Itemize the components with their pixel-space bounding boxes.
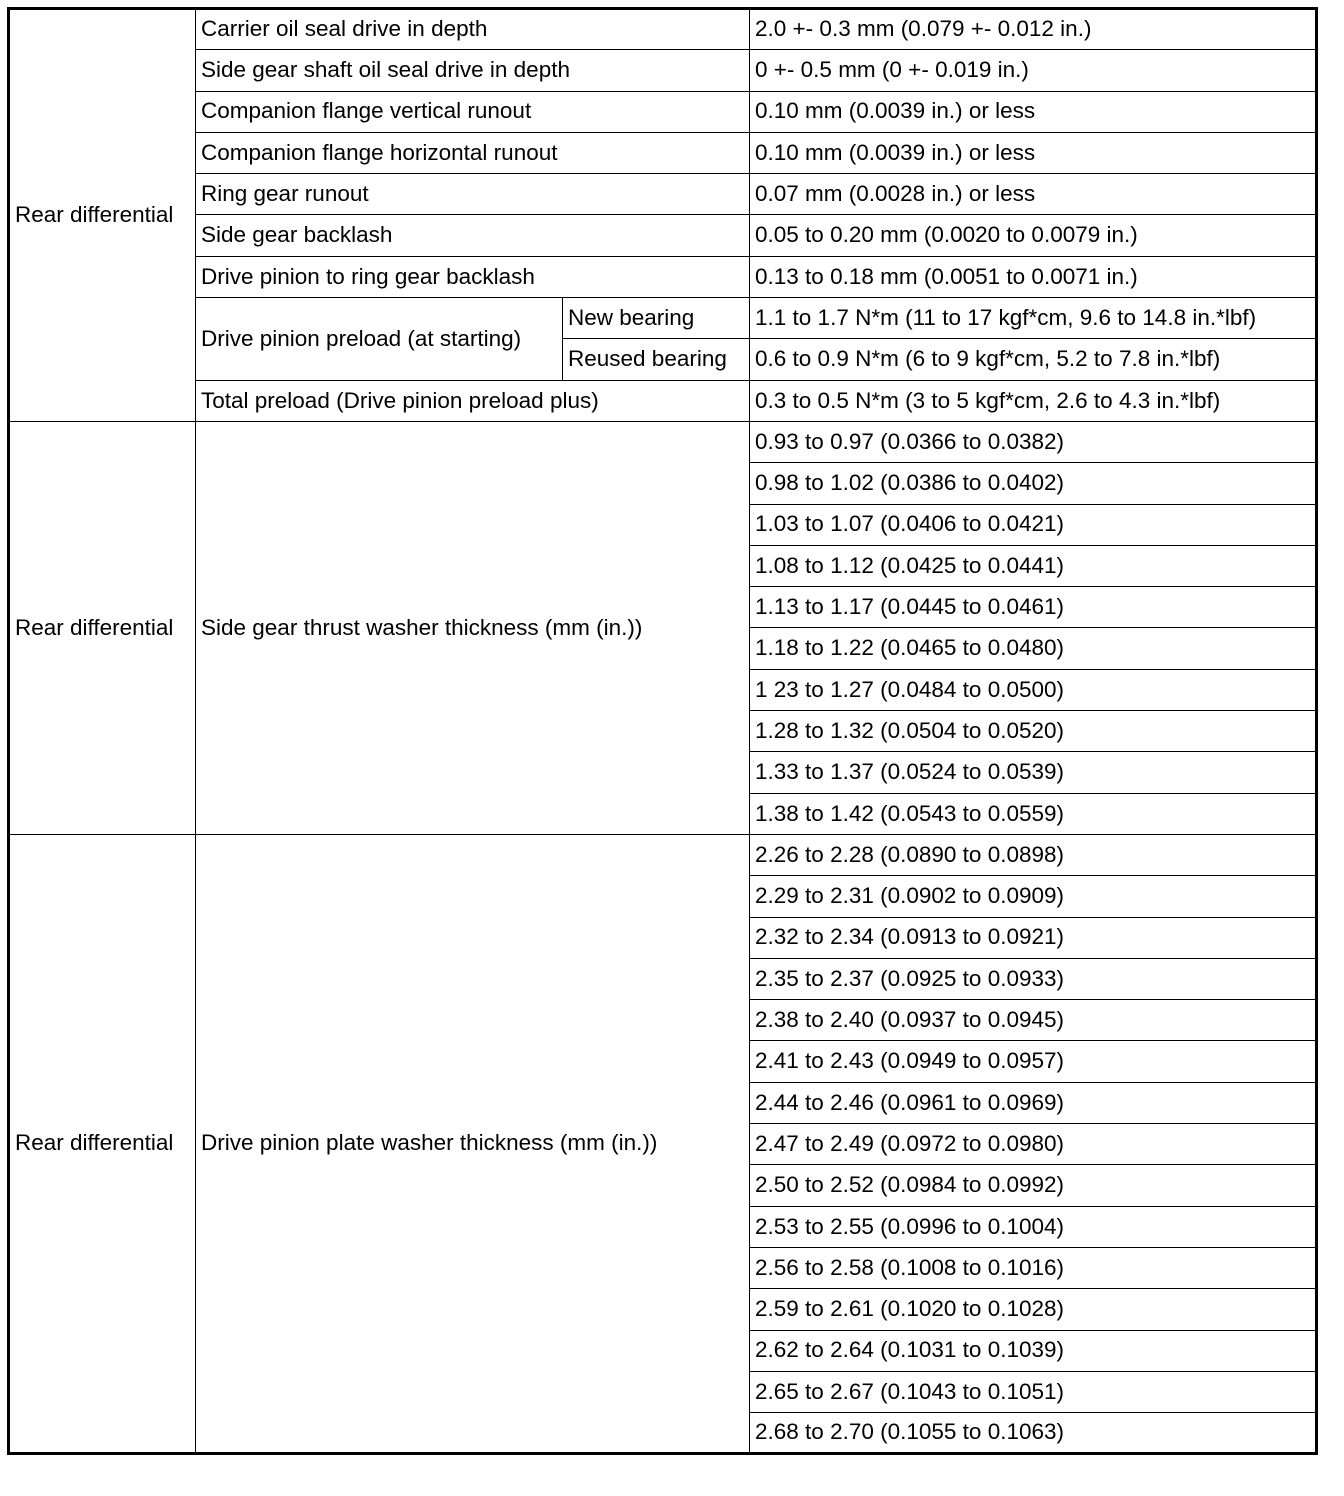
spec-table — [7, 7, 1318, 1455]
item-label: Companion flange horizontal runout — [196, 132, 750, 173]
reused-bearing-label: Reused bearing — [563, 339, 750, 380]
value-cell: 2.32 to 2.34 (0.0913 to 0.0921) — [750, 917, 1317, 958]
value-cell: 1 23 to 1.27 (0.0484 to 0.0500) — [750, 669, 1317, 710]
item-label: Companion flange vertical runout — [196, 91, 750, 132]
value-cell: 0.93 to 0.97 (0.0366 to 0.0382) — [750, 421, 1317, 462]
group-label: Rear differential — [9, 421, 196, 834]
table-row — [9, 91, 1317, 132]
value-cell: 1.13 to 1.17 (0.0445 to 0.0461) — [750, 587, 1317, 628]
table-row — [9, 9, 1317, 50]
item-label: Side gear backlash — [196, 215, 750, 256]
table-row — [9, 132, 1317, 173]
value-cell: 1.38 to 1.42 (0.0543 to 0.0559) — [750, 793, 1317, 834]
table-row — [9, 298, 1317, 339]
value-cell: 1.03 to 1.07 (0.0406 to 0.0421) — [750, 504, 1317, 545]
value-cell: 2.56 to 2.58 (0.1008 to 0.1016) — [750, 1247, 1317, 1288]
value-cell: 1.33 to 1.37 (0.0524 to 0.0539) — [750, 752, 1317, 793]
value-cell: 2.29 to 2.31 (0.0902 to 0.0909) — [750, 876, 1317, 917]
value-cell: 0.10 mm (0.0039 in.) or less — [750, 132, 1317, 173]
value-cell: 0.98 to 1.02 (0.0386 to 0.0402) — [750, 463, 1317, 504]
value-cell: 0.13 to 0.18 mm (0.0051 to 0.0071 in.) — [750, 256, 1317, 297]
value-cell: 2.65 to 2.67 (0.1043 to 0.1051) — [750, 1371, 1317, 1412]
table-row — [9, 50, 1317, 91]
preload-label: Drive pinion preload (at starting) — [196, 298, 563, 381]
value-cell: 1.18 to 1.22 (0.0465 to 0.0480) — [750, 628, 1317, 669]
item-label: Drive pinion plate washer thickness (mm (in.)) — [196, 834, 750, 1453]
value-cell: 0.10 mm (0.0039 in.) or less — [750, 91, 1317, 132]
item-label: Ring gear runout — [196, 174, 750, 215]
value-cell: 0.6 to 0.9 N*m (6 to 9 kgf*cm, 5.2 to 7.8 in.*lbf) — [750, 339, 1317, 380]
value-cell: 0.07 mm (0.0028 in.) or less — [750, 174, 1317, 215]
value-cell: 2.68 to 2.70 (0.1055 to 0.1063) — [750, 1413, 1317, 1454]
value-cell: 0.3 to 0.5 N*m (3 to 5 kgf*cm, 2.6 to 4.3 in.*lbf) — [750, 380, 1317, 421]
value-cell: 1.1 to 1.7 N*m (11 to 17 kgf*cm, 9.6 to 14.8 in.*lbf) — [750, 298, 1317, 339]
value-cell: 2.47 to 2.49 (0.0972 to 0.0980) — [750, 1124, 1317, 1165]
table-row — [9, 215, 1317, 256]
new-bearing-label: New bearing — [563, 298, 750, 339]
value-cell: 2.50 to 2.52 (0.0984 to 0.0992) — [750, 1165, 1317, 1206]
table-row — [9, 256, 1317, 297]
value-cell: 2.0 +- 0.3 mm (0.079 +- 0.012 in.) — [750, 9, 1317, 50]
table-row — [9, 174, 1317, 215]
value-cell: 2.59 to 2.61 (0.1020 to 0.1028) — [750, 1289, 1317, 1330]
value-cell: 0 +- 0.5 mm (0 +- 0.019 in.) — [750, 50, 1317, 91]
table-row — [9, 421, 1317, 462]
value-cell: 2.26 to 2.28 (0.0890 to 0.0898) — [750, 834, 1317, 875]
item-label: Carrier oil seal drive in depth — [196, 9, 750, 50]
value-cell: 1.28 to 1.32 (0.0504 to 0.0520) — [750, 711, 1317, 752]
value-cell: 2.44 to 2.46 (0.0961 to 0.0969) — [750, 1082, 1317, 1123]
item-label: Total preload (Drive pinion preload plus) — [196, 380, 750, 421]
item-label: Drive pinion to ring gear backlash — [196, 256, 750, 297]
value-cell: 2.38 to 2.40 (0.0937 to 0.0945) — [750, 1000, 1317, 1041]
value-cell: 1.08 to 1.12 (0.0425 to 0.0441) — [750, 545, 1317, 586]
value-cell: 2.41 to 2.43 (0.0949 to 0.0957) — [750, 1041, 1317, 1082]
value-cell: 2.35 to 2.37 (0.0925 to 0.0933) — [750, 958, 1317, 999]
table-row — [9, 834, 1317, 875]
table-row — [9, 380, 1317, 421]
group-label: Rear differential — [9, 834, 196, 1453]
group-label: Rear differential — [9, 9, 196, 422]
item-label: Side gear thrust washer thickness (mm (in.)) — [196, 421, 750, 834]
value-cell: 0.05 to 0.20 mm (0.0020 to 0.0079 in.) — [750, 215, 1317, 256]
value-cell: 2.53 to 2.55 (0.0996 to 0.1004) — [750, 1206, 1317, 1247]
item-label: Side gear shaft oil seal drive in depth — [196, 50, 750, 91]
value-cell: 2.62 to 2.64 (0.1031 to 0.1039) — [750, 1330, 1317, 1371]
